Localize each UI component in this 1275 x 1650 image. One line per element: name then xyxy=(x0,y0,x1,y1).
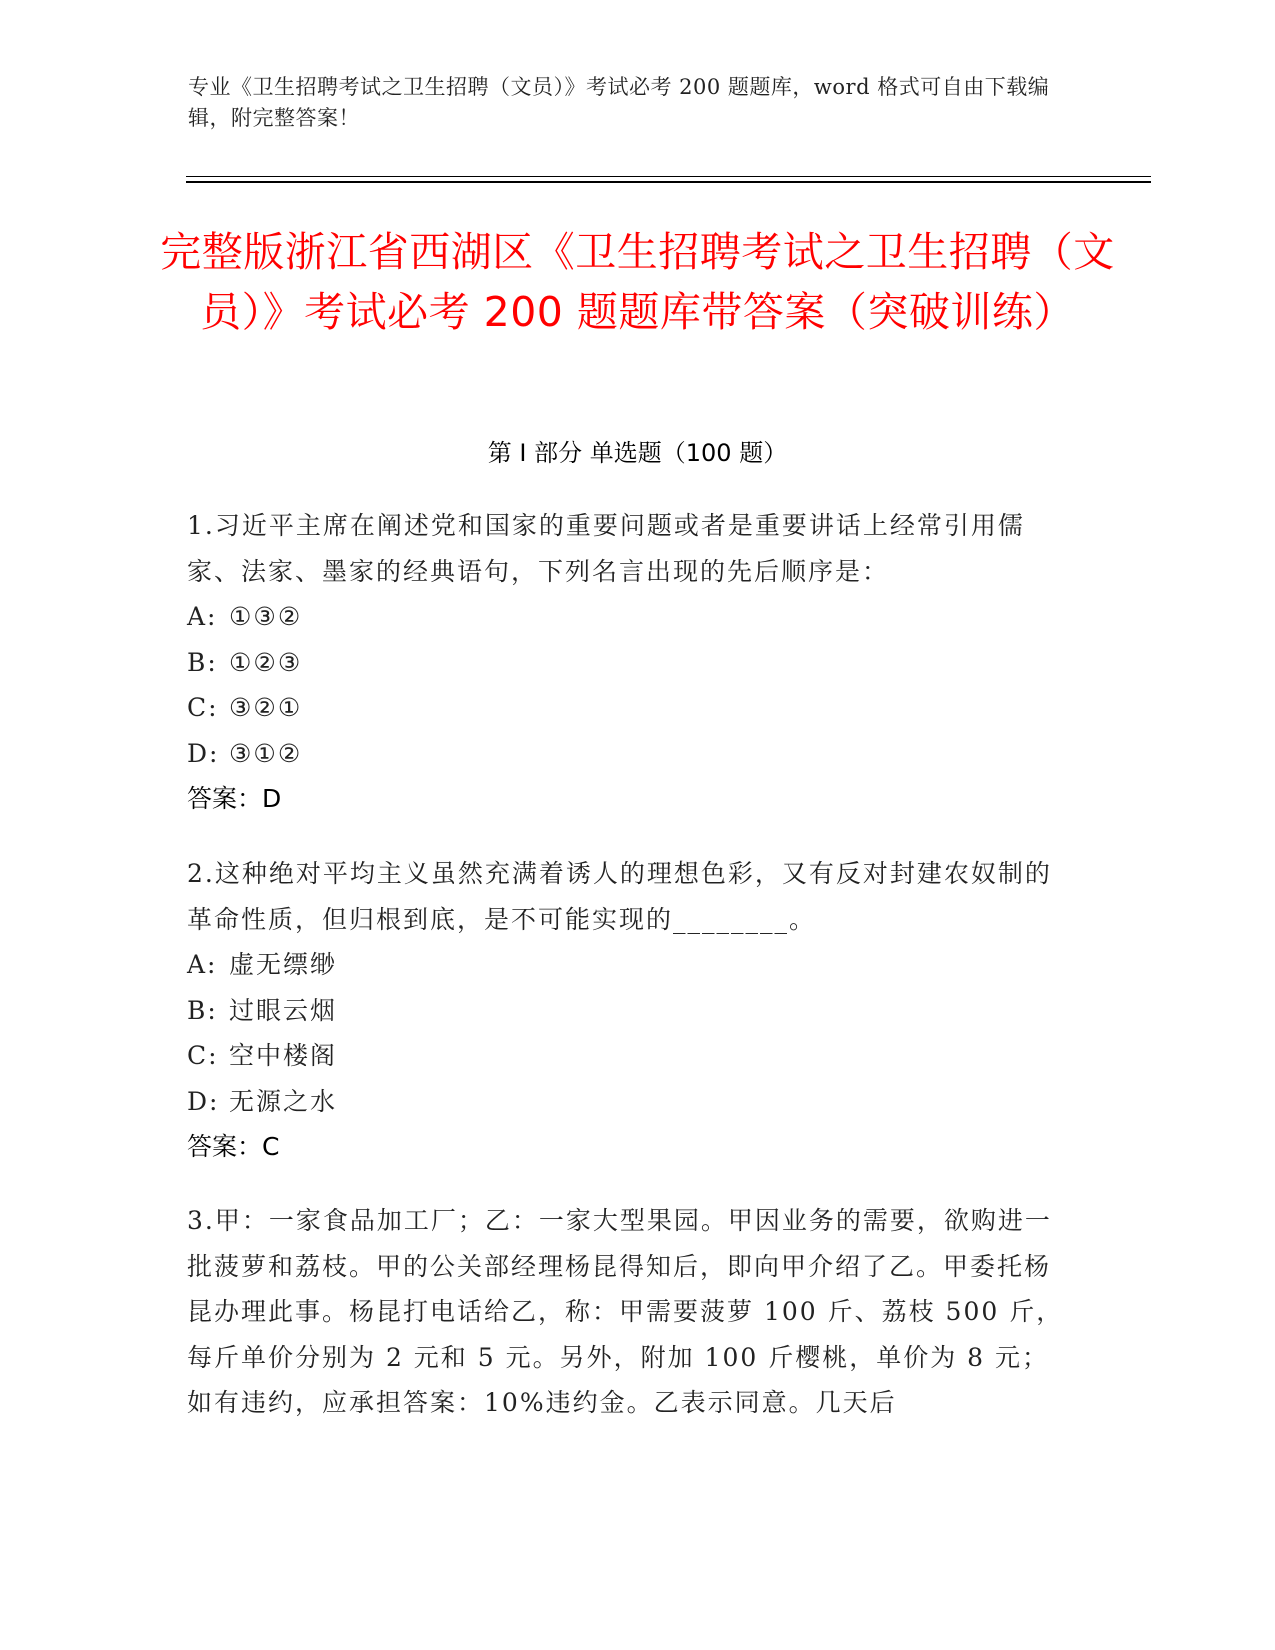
question-3 xyxy=(187,1198,1067,1426)
section-heading: 第 I 部分 单选题（100 题） xyxy=(487,439,788,467)
option-key: D: xyxy=(187,1086,220,1116)
option-key: B: xyxy=(187,647,218,677)
document-title: 完整版浙江省西湖区《卫生招聘考试之卫生招聘（文员）》考试必考 200 题题库带答案（突破训练） xyxy=(160,228,1115,336)
option-c xyxy=(187,685,1067,731)
option-text: ③②① xyxy=(229,693,303,722)
option-text: 过眼云烟 xyxy=(229,995,338,1025)
option-a xyxy=(187,594,1067,640)
option-key: A: xyxy=(187,602,218,631)
question-1 xyxy=(187,503,1067,822)
question-stem: 3.甲：一家食品加工厂；乙：一家大型果园。甲因业务的需要，欲购进一批菠萝和荔枝。甲的公关部经理杨昆得知后，即向甲介绍了乙。甲委托杨昆办理此事。杨昆打电话给乙，称：甲需要菠萝 100 斤、荔枝 500 斤，每斤单价分别为 2 元和 5 元。另外，附加 100 斤樱桃，单价为 8 元；如有违约，应承担答案：10%违约金。乙表示同意。几天后 xyxy=(187,1206,1064,1417)
option-text: ①③② xyxy=(229,602,303,631)
option-key: A: xyxy=(187,950,218,979)
question-stem: 2.这种绝对平均主义虽然充满着诱人的理想色彩，又有反对封建农奴制的革命性质，但归根到底，是不可能实现的________。 xyxy=(187,859,1052,934)
option-d xyxy=(187,1079,1067,1125)
option-text: 空中楼阁 xyxy=(229,1041,338,1070)
question-2 xyxy=(187,851,1067,1170)
header-rule-thick xyxy=(186,181,1151,183)
question-stem: 1.习近平主席在阐述党和国家的重要问题或者是重要讲话上经常引用儒家、法家、墨家的经典语句，下列名言出现的先后顺序是： xyxy=(187,511,1025,586)
answer-label: 答案：D xyxy=(187,784,282,813)
option-key: C: xyxy=(187,693,219,722)
header-rule-thin xyxy=(186,176,1151,177)
answer-label: 答案：C xyxy=(187,1132,280,1161)
option-b xyxy=(187,640,1067,686)
option-b xyxy=(187,988,1067,1034)
option-text: 虚无缥缈 xyxy=(229,950,338,979)
option-key: D: xyxy=(187,738,220,768)
option-text: 无源之水 xyxy=(229,1086,338,1116)
option-c xyxy=(187,1033,1067,1079)
option-key: C: xyxy=(187,1041,219,1070)
option-key: B: xyxy=(187,995,218,1025)
option-text: ①②③ xyxy=(229,647,303,677)
option-text: ③①② xyxy=(229,738,303,768)
option-a xyxy=(187,942,1067,988)
header-note: 专业《卫生招聘考试之卫生招聘（文员）》考试必考 200 题题库，word 格式可自由下载编辑，附完整答案！ xyxy=(188,75,1050,130)
option-d xyxy=(187,731,1067,777)
